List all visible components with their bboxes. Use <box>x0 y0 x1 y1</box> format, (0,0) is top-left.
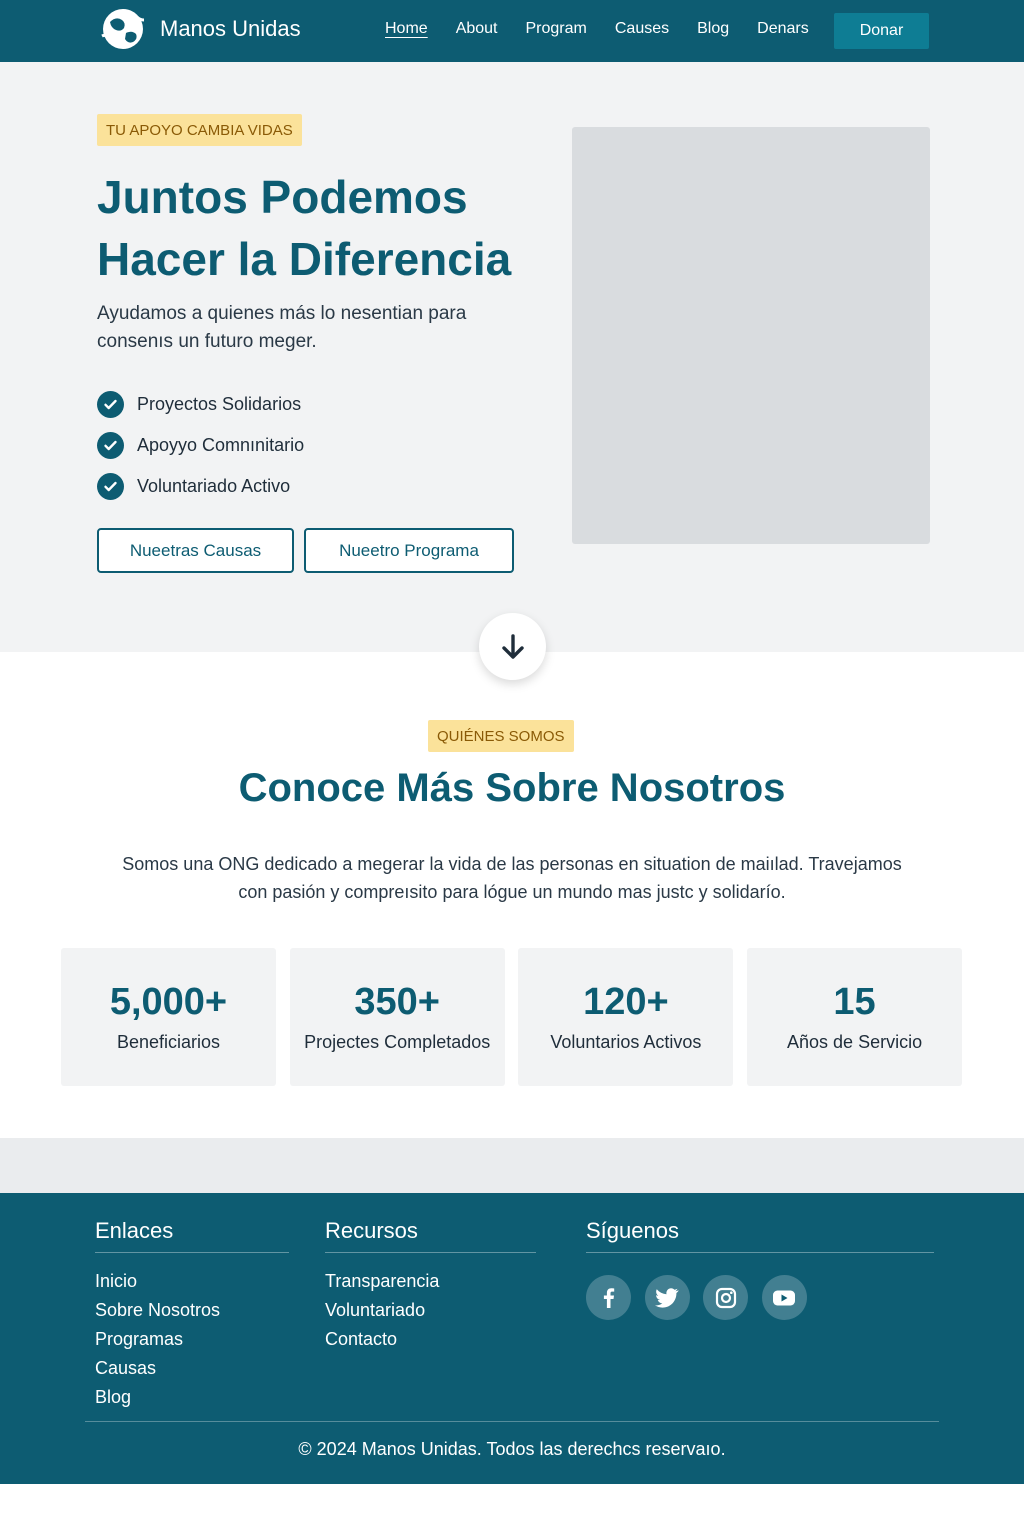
stat-label: Projectes Completados <box>304 1032 491 1052</box>
footer-heading: Síguenos <box>586 1218 934 1253</box>
footer-resources-column <box>325 1218 536 1354</box>
footer-link-contacto[interactable]: Contacto <box>325 1329 398 1349</box>
nav-link-causes[interactable]: Causes <box>614 20 670 37</box>
feature-item <box>97 384 304 425</box>
footer-link-causas[interactable]: Causas <box>95 1358 157 1378</box>
stat-label: Beneficiarios <box>116 1032 221 1052</box>
our-causes-button[interactable]: Nueetras Causas <box>97 528 294 573</box>
nav-link-denars[interactable]: Denars <box>757 20 809 37</box>
nav-link-program[interactable]: Program <box>525 20 587 37</box>
stat-card <box>747 948 962 1086</box>
check-circle-icon <box>97 432 124 459</box>
check-circle-icon <box>97 391 124 418</box>
stat-value: 120+ <box>583 981 669 1023</box>
scroll-down-button[interactable] <box>479 613 546 680</box>
nav-link-blog[interactable]: Blog <box>697 20 730 37</box>
brand-name[interactable]: Manos Unidas <box>160 16 301 41</box>
nav-link-about[interactable]: About <box>455 20 498 37</box>
nav-link-home[interactable]: Home <box>385 20 428 37</box>
feature-item <box>97 425 304 466</box>
footer-link-transparencia[interactable]: Transparencia <box>325 1271 440 1291</box>
instagram-icon[interactable] <box>703 1275 748 1320</box>
footer-link-inicio[interactable]: Inicio <box>95 1271 138 1291</box>
hero-section <box>0 62 1024 652</box>
copyright-text: © 2024 Manos Unidas. Todos las derechcs reservaıo. <box>298 1439 726 1459</box>
footer-link-programas[interactable]: Programas <box>95 1329 184 1349</box>
feature-item <box>97 466 304 507</box>
feature-label: Proyectos Solidarios <box>137 394 302 414</box>
footer-divider <box>85 1421 939 1422</box>
hero-image-placeholder <box>572 127 930 544</box>
footer-link-sobre-nosotros[interactable]: Sobre Nosotros <box>95 1300 221 1320</box>
our-program-button[interactable]: Nueetro Programa <box>304 528 514 573</box>
about-text: Somos una ONG dedicado a megerar la vida de las personas en situation de maiılad. Travejamos con pasión y compreısito para lógue un mundo mas justc y solidarío. <box>122 854 902 902</box>
stat-value: 15 <box>833 981 876 1023</box>
hero-badge: TU APOYO CAMBIA VIDAS <box>97 114 302 146</box>
hero-title: Juntos Podemos Hacer la Diferencia <box>97 171 512 285</box>
social-links <box>586 1275 934 1320</box>
donate-button[interactable]: Donar <box>834 13 929 49</box>
youtube-icon[interactable] <box>762 1275 807 1320</box>
top-navbar <box>0 0 1024 62</box>
footer-heading: Enlaces <box>95 1218 289 1253</box>
feature-label: Apoyyo Comnınitario <box>137 435 305 455</box>
stat-card <box>290 948 505 1086</box>
about-title: Conoce Más Sobre Nosotros <box>238 766 786 810</box>
stat-label: Voluntarios Activos <box>550 1032 702 1052</box>
footer-links-column <box>95 1218 289 1412</box>
hero-subtitle: Ayudamos a quienes más lo nesentian para consenıs un futuro meger. <box>97 303 467 352</box>
nav-links <box>385 20 837 38</box>
feature-label: Voluntariado Activo <box>137 476 291 496</box>
stat-card <box>61 948 276 1086</box>
arrow-down-icon <box>500 633 526 661</box>
feature-list <box>97 384 304 507</box>
footer <box>0 1193 1024 1484</box>
twitter-icon[interactable] <box>645 1275 690 1320</box>
footer-social-column <box>586 1218 934 1320</box>
about-badge: QUIÉNES SOMOS <box>428 720 574 752</box>
facebook-icon[interactable] <box>586 1275 631 1320</box>
divider-band <box>0 1138 1024 1193</box>
check-circle-icon <box>97 473 124 500</box>
stat-value: 350+ <box>354 981 440 1023</box>
footer-link-blog[interactable]: Blog <box>95 1387 132 1407</box>
footer-heading: Recursos <box>325 1218 536 1253</box>
stats-row <box>61 948 976 1086</box>
globe-hands-logo-icon[interactable] <box>96 6 152 52</box>
stat-label: Años de Servicio <box>787 1032 923 1052</box>
stat-card <box>518 948 733 1086</box>
stat-value: 5,000+ <box>109 981 228 1023</box>
footer-link-voluntariado[interactable]: Voluntariado <box>325 1300 426 1320</box>
